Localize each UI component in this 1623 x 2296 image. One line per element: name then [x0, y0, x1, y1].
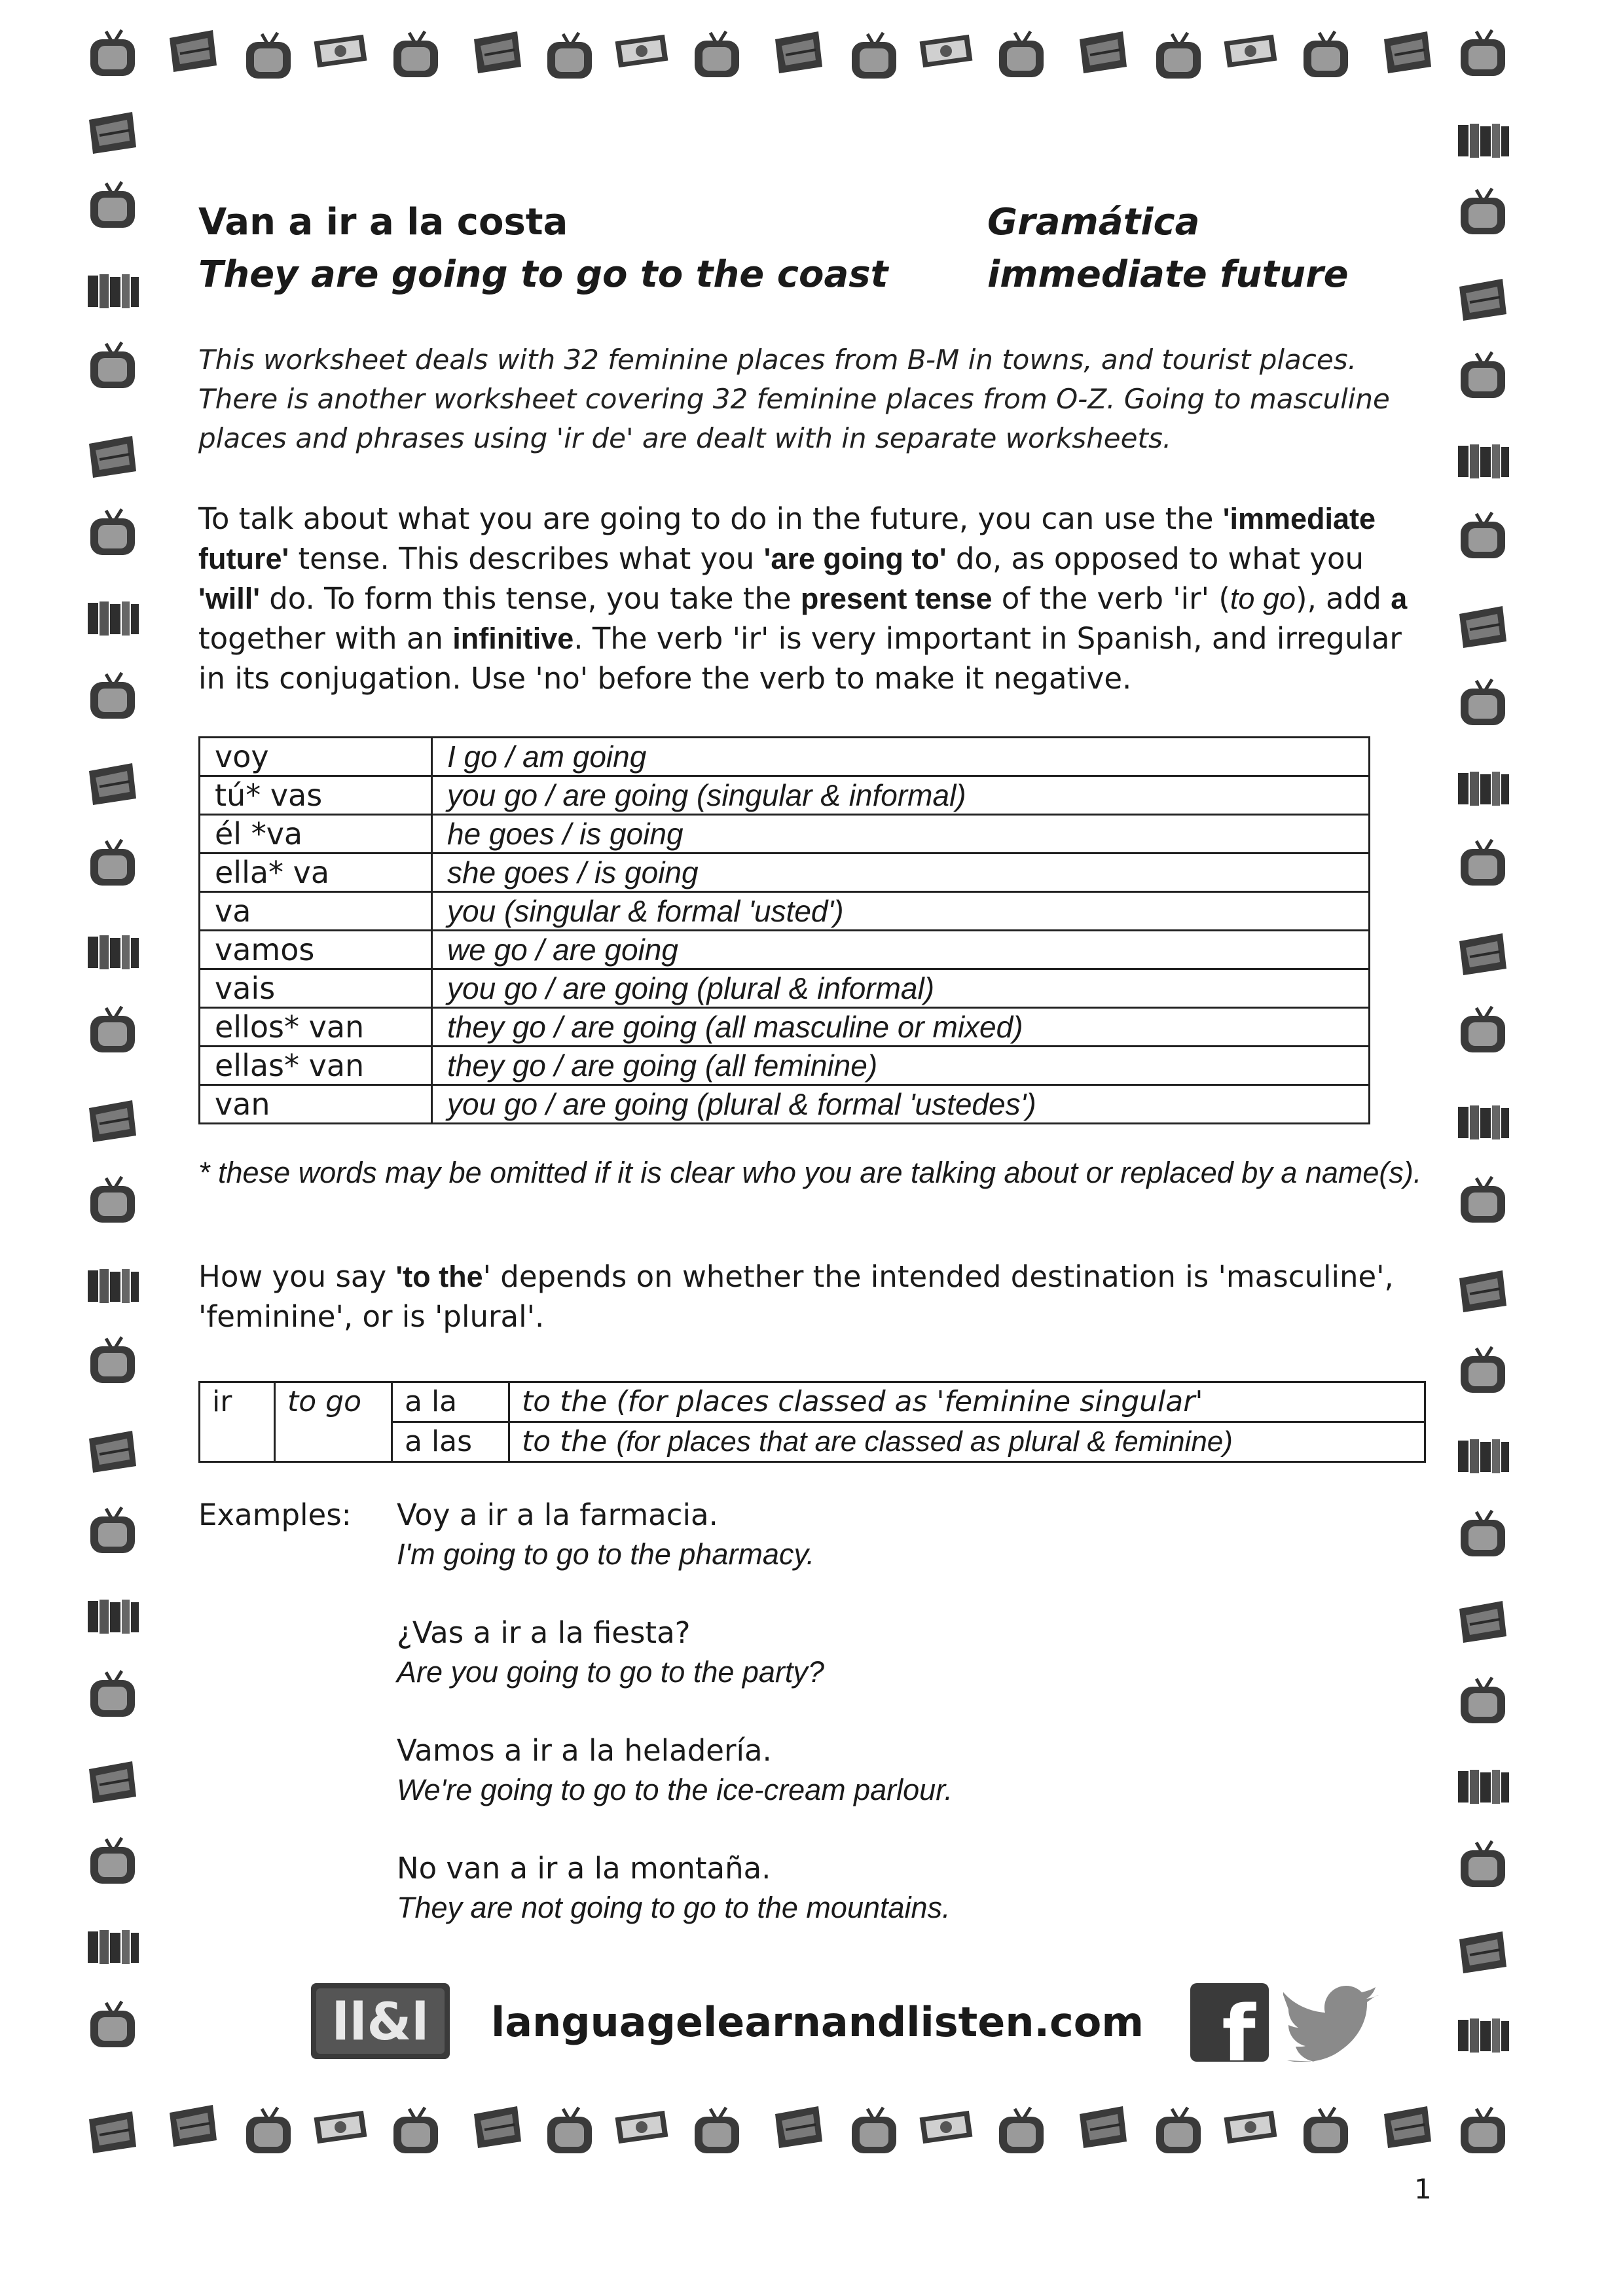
to-the-table [198, 1381, 1426, 1463]
conjugation-spanish: tú* vas [200, 776, 432, 815]
example-item [397, 1613, 824, 1692]
table-row [200, 776, 1370, 815]
conjugation-spanish: vamos [200, 931, 432, 969]
explanation-paragraph: To talk about what you are going to do in the future, you can use the 'immediate future' tense. This describes what you 'are going to' do, as opposed to what you 'will' do. To form this tense, you take the present tense of the verb 'ir' (to go), add a together with an infinitive. The verb 'ir' is very important in Spanish, and irregular in its conjugation. Use 'no' before the verb to make it negative. [198, 501, 1408, 696]
title-category: Gramática [987, 201, 1200, 243]
table-row [200, 815, 1370, 853]
website-link[interactable]: languagelearnandlisten.com [491, 1998, 1144, 2046]
form-cell: a la [392, 1382, 509, 1422]
example-spanish: Voy a ir a la farmacia. [397, 1498, 718, 1532]
to-the-paragraph: How you say 'to the' depends on whether the intended destination is 'masculine', 'feminine', or is 'plural'. [198, 1259, 1394, 1334]
conjugation-english: I go / am going [432, 738, 1370, 776]
table-row [200, 969, 1370, 1008]
title-spanish: Van a ir a la costa [198, 201, 568, 243]
table-row [200, 931, 1370, 969]
conjugation-english: she goes / is going [432, 853, 1370, 892]
conjugation-english: you go / are going (singular & informal) [432, 776, 1370, 815]
example-item [397, 1849, 951, 1928]
conjugation-table [198, 736, 1370, 1124]
svg-text:f: f [1222, 1988, 1256, 2062]
table-row [200, 1047, 1370, 1085]
conjugation-english: we go / are going [432, 931, 1370, 969]
example-english: I'm going to go to the pharmacy. [397, 1537, 815, 1571]
example-item [397, 1496, 814, 1574]
examples-label: Examples: [198, 1498, 352, 1532]
example-english: Are you going to go to the party? [397, 1655, 824, 1689]
table-row [200, 1085, 1370, 1124]
example-spanish: No van a ir a la montaña. [397, 1851, 771, 1886]
conjugation-spanish: ellas* van [200, 1047, 432, 1085]
table-row [200, 738, 1370, 776]
title-left [198, 196, 888, 301]
example-english: We're going to go to the ice-cream parlour. [397, 1773, 953, 1806]
table-row [200, 1382, 1425, 1422]
conjugation-english: they go / are going (all feminine) [432, 1047, 1370, 1085]
title-right [987, 196, 1349, 301]
facebook-icon[interactable] [1190, 1983, 1269, 2062]
conjugation-spanish: ella* va [200, 853, 432, 892]
conjugation-spanish: él *va [200, 815, 432, 853]
page-number: 1 [1414, 2173, 1432, 2205]
title-topic: immediate future [987, 253, 1349, 296]
conjugation-english: he goes / is going [432, 815, 1370, 853]
verb-cell: ir [200, 1382, 275, 1462]
table-row [200, 892, 1370, 931]
form-meaning-cell: to the (for places classed as 'feminine singular' [509, 1382, 1425, 1422]
example-spanish: Vamos a ir a la heladería. [397, 1733, 772, 1768]
verb-meaning-cell: to go [275, 1382, 392, 1462]
conjugation-english: you go / are going (plural & informal) [432, 969, 1370, 1008]
title-block [198, 196, 1429, 308]
table-row [200, 853, 1370, 892]
conjugation-english: you go / are going (plural & formal 'ustedes') [432, 1085, 1370, 1124]
conjugation-spanish: van [200, 1085, 432, 1124]
footnote: * these words may be omitted if it is clear who you are talking about or replaced by a name(s). [198, 1156, 1422, 1189]
conjugation-spanish: vais [200, 969, 432, 1008]
svg-text:ll&l: ll&l [331, 1993, 429, 2052]
worksheet-content [198, 196, 1429, 1924]
site-logo [311, 1983, 450, 2059]
conjugation-english: they go / are going (all masculine or mixed) [432, 1008, 1370, 1047]
form-meaning-cell: to the (for places that are classed as plural & feminine) [509, 1422, 1425, 1462]
conjugation-english: you (singular & formal 'usted') [432, 892, 1370, 931]
example-item [397, 1731, 953, 1810]
example-english: They are not going to go to the mountains. [397, 1891, 951, 1924]
conjugation-spanish: ellos* van [200, 1008, 432, 1047]
conjugation-spanish: va [200, 892, 432, 931]
example-spanish: ¿Vas a ir a la fiesta? [397, 1615, 691, 1650]
twitter-icon[interactable] [1283, 1983, 1381, 2062]
form-cell: a las [392, 1422, 509, 1462]
intro-paragraph: This worksheet deals with 32 feminine places from B-M in towns, and tourist places. There is another worksheet covering 32 feminine places from O-Z. Going to masculine places and phrases using 'ir de' are dealt with in separate worksheets. [198, 344, 1390, 454]
conjugation-spanish: voy [200, 738, 432, 776]
table-row [200, 1008, 1370, 1047]
title-english: They are going to go to the coast [198, 253, 888, 296]
